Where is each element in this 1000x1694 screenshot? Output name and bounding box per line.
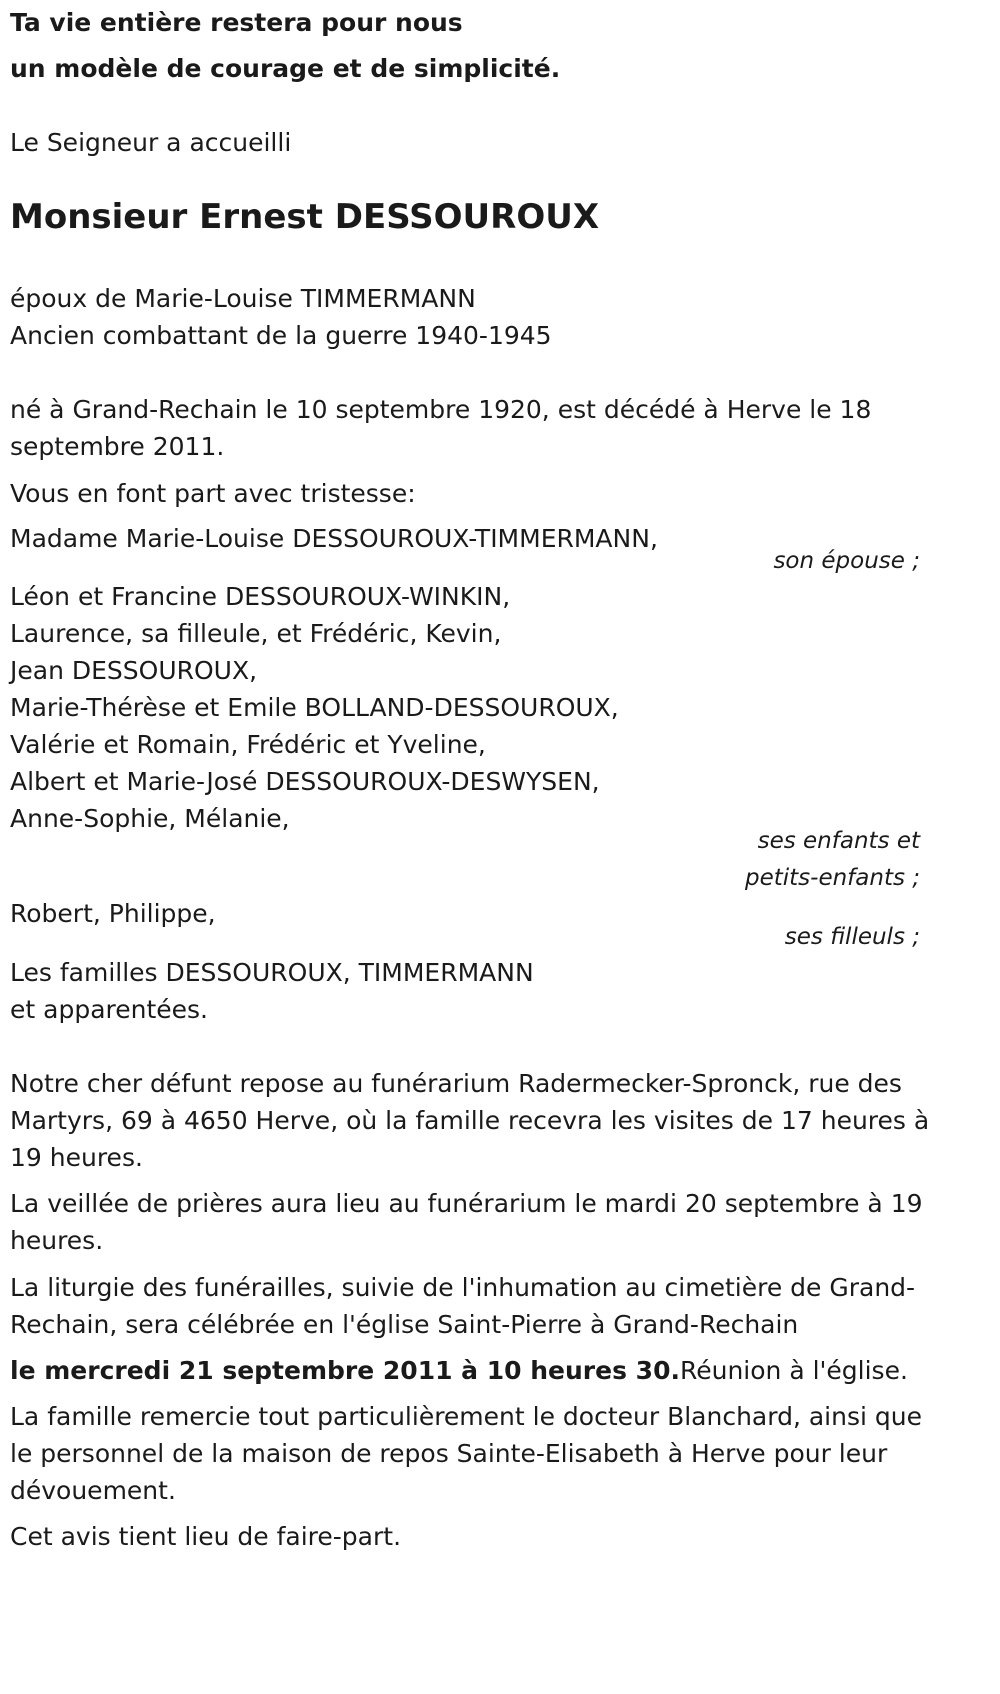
vigil-line-1: La veillée de prières aura lieu au funérarium le mardi 20 septembre à 19 [10,1189,923,1218]
birth-death-line-1: né à Grand-Rechain le 10 septembre 1920, est décédé à Herve le 18 [10,395,872,424]
liturgy-line-1: La liturgie des funérailles, suivie de l'inhumation au cimetière de Grand- [10,1273,916,1302]
godchildren-role: ses filleuls ; [784,924,920,950]
thanks-line-3: dévouement. [10,1476,176,1505]
rest-line-1: Notre cher défunt repose au funérarium Radermecker-Spronck, rue des [10,1069,902,1098]
meeting-place: Réunion à l'église. [679,1356,908,1385]
vigil-line-2: heures. [10,1226,104,1255]
intro-text: Le Seigneur a accueilli [10,128,292,157]
children-line-3: Jean DESSOUROUX, [10,656,258,685]
epigraph-line-1: Ta vie entière restera pour nous [10,8,463,37]
families-line-2: et apparentées. [10,995,208,1024]
children-line-6: Albert et Marie-José DESSOUROUX-DESWYSEN, [10,767,600,796]
thanks-line-2: le personnel de la maison de repos Sainte-Elisabeth à Herve pour leur [10,1439,888,1468]
rest-line-3: 19 heures. [10,1143,143,1172]
children-role-line-1: ses enfants et [757,828,920,854]
wife-name: Madame Marie-Louise DESSOUROUX-TIMMERMANN, [10,524,658,553]
children-line-7: Anne-Sophie, Mélanie, [10,804,290,833]
thanks-line-1: La famille remercie tout particulièrement le docteur Blanchard, ainsi que [10,1402,922,1431]
children-line-2: Laurence, sa filleule, et Frédéric, Kevin, [10,619,502,648]
epigraph-line-2: un modèle de courage et de simplicité. [10,54,561,83]
wife-role: son épouse ; [773,548,920,574]
godchildren-names: Robert, Philippe, [10,899,216,928]
families-line-1: Les familles DESSOUROUX, TIMMERMANN [10,958,534,987]
children-line-1: Léon et Francine DESSOUROUX-WINKIN, [10,582,511,611]
liturgy-line-2: Rechain, sera célébrée en l'église Saint-Pierre à Grand-Rechain [10,1310,799,1339]
funeral-date: le mercredi 21 septembre 2011 à 10 heures 30. [10,1356,680,1385]
children-line-5: Valérie et Romain, Frédéric et Yveline, [10,730,486,759]
children-line-4: Marie-Thérèse et Emile BOLLAND-DESSOUROUX, [10,693,619,722]
closing-text: Cet avis tient lieu de faire-part. [10,1522,402,1551]
rest-line-2: Martyrs, 69 à 4650 Herve, où la famille recevra les visites de 17 heures à [10,1106,930,1135]
announce-text: Vous en font part avec tristesse: [10,479,416,508]
veteran-line: Ancien combattant de la guerre 1940-1945 [10,321,552,350]
deceased-name: Monsieur Ernest DESSOUROUX [10,197,600,237]
birth-death-line-2: septembre 2011. [10,432,225,461]
children-role-line-2: petits-enfants ; [744,865,920,891]
liturgy-date-line [10,1351,908,1391]
spouse-line: époux de Marie-Louise TIMMERMANN [10,284,476,313]
